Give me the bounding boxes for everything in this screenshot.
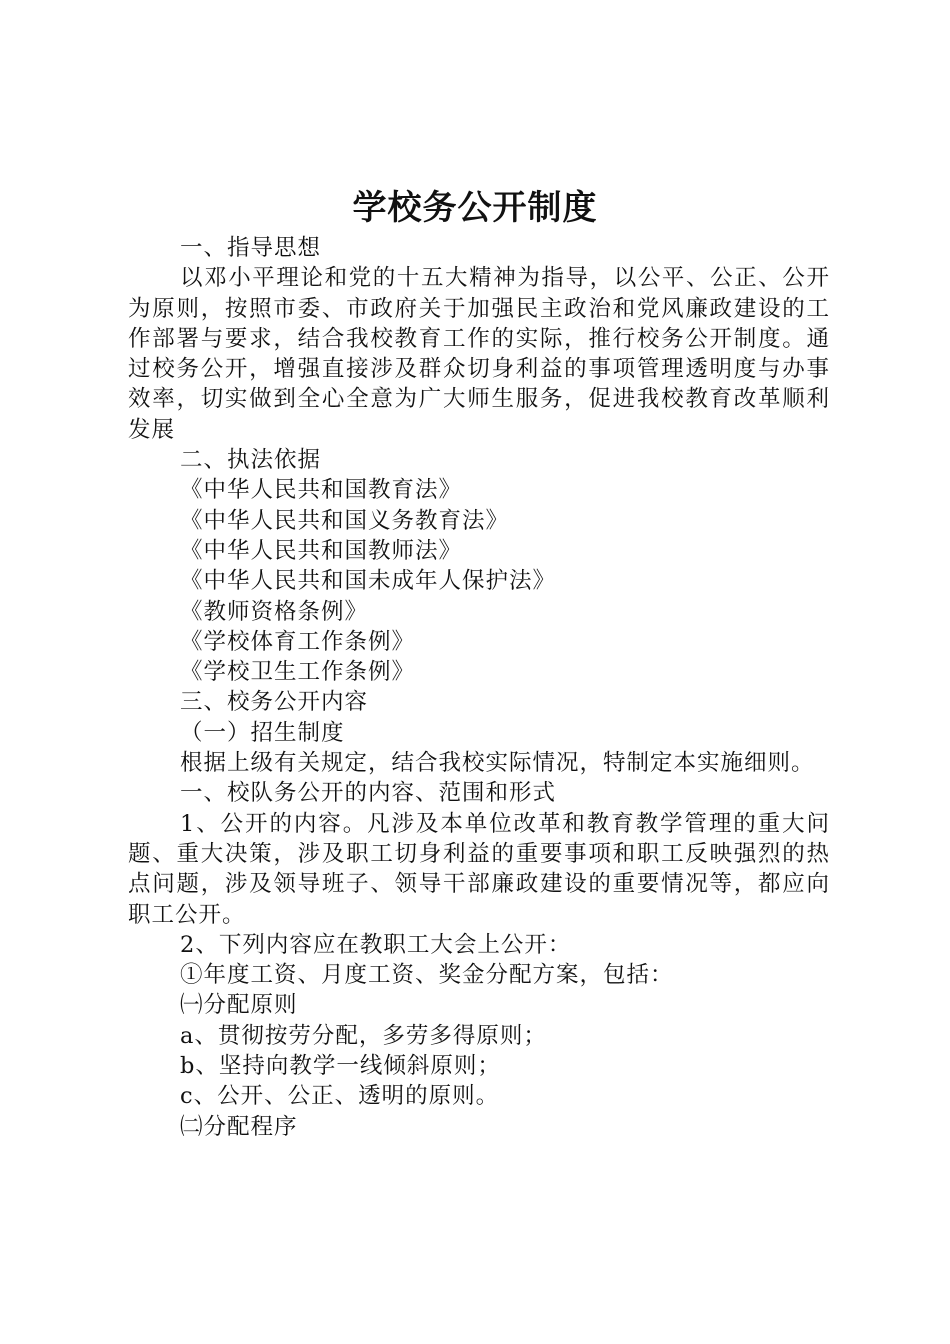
document-body xyxy=(128,233,830,1142)
paragraph: 《学校卫生工作条例》 xyxy=(180,659,416,686)
paragraph: b、坚持向教学一线倾斜原则； xyxy=(180,1053,501,1080)
paragraph: 三、校务公开内容 xyxy=(180,689,369,716)
paragraph: 二、执法依据 xyxy=(180,447,322,474)
paragraph: 《学校体育工作条例》 xyxy=(180,628,416,655)
paragraph: 《中华人民共和国未成年人保护法》 xyxy=(180,568,557,595)
paragraph: 1、公开的内容。凡涉及本单位改革和教育教学管理的重大问题、重大决策，涉及职工切身利益的重要事项和职工反映强烈的热点问题，涉及领导班子、领导干部廉政建设的重要情况等，都应向职工公开。 xyxy=(128,810,830,928)
paragraph: 《中华人民共和国义务教育法》 xyxy=(180,507,510,534)
paragraph: 以邓小平理论和党的十五大精神为指导，以公平、公正、公开为原则，按照市委、市政府关于加强民主政治和党风廉政建设的工作部署与要求，结合我校教育工作的实际，推行校务公开制度。通过校务公开，增强直接涉及群众切身利益的事项管理透明度与办事效率，切实做到全心全意为广大师生服务，促进我校教育改革顺利发展 xyxy=(128,265,830,443)
paragraph: 一、指导思想 xyxy=(180,235,322,261)
paragraph: a、贯彻按劳分配，多劳多得原则； xyxy=(180,1022,547,1049)
paragraph: ㈠分配原则 xyxy=(180,992,298,1019)
paragraph: 《中华人民共和国教师法》 xyxy=(180,537,463,564)
paragraph: 一、校队务公开的内容、范围和形式 xyxy=(180,780,557,807)
paragraph: ㈡分配程序 xyxy=(180,1113,298,1140)
paragraph: （一）招生制度 xyxy=(180,719,345,746)
paragraph: 根据上级有关规定，结合我校实际情况，特制定本实施细则。 xyxy=(180,750,815,777)
paragraph: 《教师资格条例》 xyxy=(180,598,369,625)
paragraph: 《中华人民共和国教育法》 xyxy=(180,477,463,504)
document-title: 学校务公开制度 xyxy=(352,188,598,228)
paragraph: ①年度工资、月度工资、奖金分配方案，包括： xyxy=(180,962,674,989)
paragraph: 2、下列内容应在教职工大会上公开： xyxy=(180,931,572,958)
paragraph: c、公开、公正、透明的原则。 xyxy=(180,1083,500,1110)
